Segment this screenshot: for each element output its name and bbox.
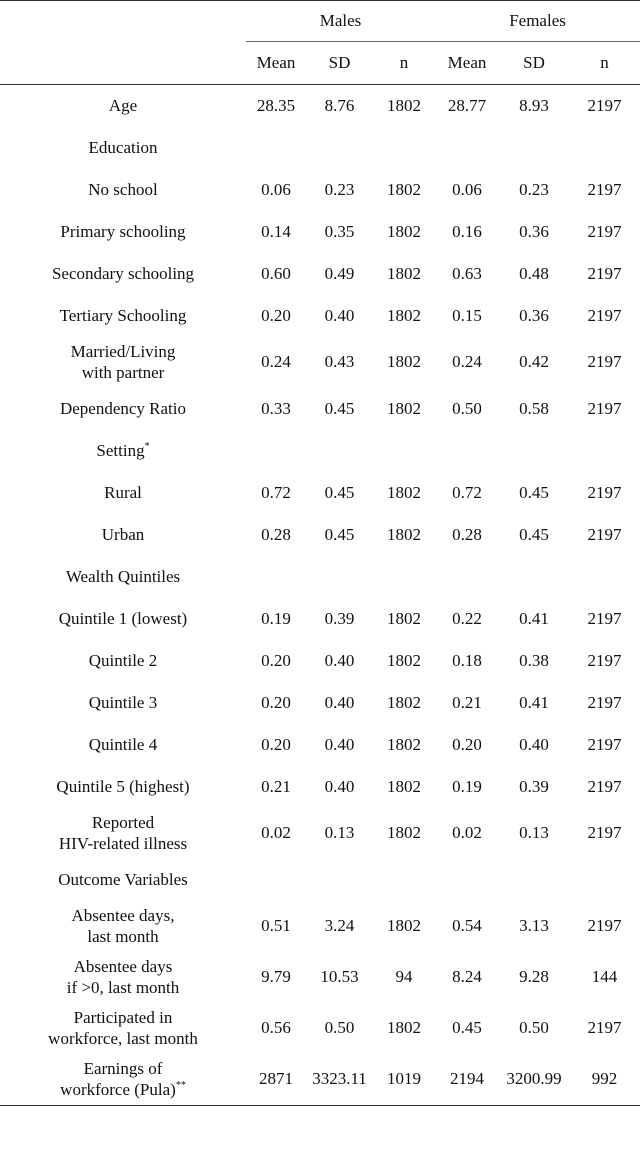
cell-female-sd: 0.23 [519,179,549,199]
cell-male-mean: 2871 [246,1054,306,1106]
cell-male-sd: 0.40 [324,734,355,754]
cell-female-sd: 0.50 [519,1018,549,1037]
cell-male-sd [306,859,373,901]
cell-female-n: 144 [591,967,618,986]
cell-male-mean: 0.20 [261,650,291,670]
cell-female-mean: 0.19 [452,776,482,796]
row-label [0,127,246,169]
table-row [0,211,640,253]
footnote-marker: * [144,441,150,452]
cell-male-sd: 0.39 [324,608,355,628]
cell-male-sd: 0.40 [324,692,355,712]
cell-female-n: 2197 [587,524,622,544]
cell-female-n: 2197 [587,734,622,754]
row-label [0,253,246,295]
cell-female-n: 2197 [587,95,622,115]
row-label [0,430,246,472]
cell-male-mean: 0.21 [261,776,291,796]
cell-male-mean: 0.51 [261,916,291,935]
cell-female-sd: 0.40 [519,734,549,754]
row-label-line: Married/Living [70,342,176,361]
table-row [0,808,640,859]
row-label-line: workforce (Pula) [60,1080,176,1100]
cell-male-sd: 3.24 [324,916,355,935]
cell-female-n: 2197 [587,398,622,418]
col-header-mean: Mean [435,42,499,85]
row-label-line: Quintile 5 (highest) [56,777,190,796]
cell-male-mean: 0.72 [261,482,291,502]
cell-female-n: 2197 [587,263,622,283]
cell-male-n: 1802 [387,608,421,628]
cell-female-sd [499,556,569,598]
row-label-line: Reported [91,813,155,832]
col-header-n: n [373,42,435,85]
row-label [0,295,246,337]
cell-male-n: 1802 [387,823,421,842]
cell-male-n: 1802 [387,1018,421,1037]
row-label [0,724,246,766]
cell-female-mean: 0.22 [452,608,482,628]
row-label [0,682,246,724]
cell-female-mean: 0.16 [452,221,482,241]
cell-male-sd [306,556,373,598]
cell-male-n [373,859,435,901]
cell-female-mean: 0.20 [452,734,482,754]
row-label-line: Rural [104,483,142,502]
row-label [0,388,246,430]
row-label-line: Tertiary Schooling [59,306,187,325]
cell-male-n: 1802 [387,398,421,418]
table-row [0,724,640,766]
row-label-line: Age [108,96,138,116]
cell-female-n: 2197 [587,823,622,842]
cell-female-mean [435,430,499,472]
cell-female-mean: 0.45 [452,1018,482,1037]
table-row [0,85,640,127]
row-label [0,472,246,514]
table-row [0,295,640,337]
cell-female-n: 2197 [587,650,622,670]
table-row [0,1054,640,1106]
cell-male-mean: 0.56 [261,1018,291,1037]
cell-male-mean: 0.20 [261,305,291,325]
group-header-males: Males [246,1,435,42]
cell-male-mean [246,127,306,169]
cell-female-sd: 3.13 [519,916,549,935]
footnote-marker: ** [175,1080,186,1092]
cell-female-mean: 0.02 [452,823,482,842]
col-header-sd: SD [306,42,373,85]
cell-male-sd: 0.13 [324,823,355,842]
cell-male-n [373,430,435,472]
table-header [0,1,640,85]
cell-female-sd: 8.93 [519,95,549,115]
cell-male-mean: 0.19 [261,608,291,628]
cell-male-n: 1802 [387,95,421,115]
cell-female-mean [435,127,499,169]
row-label-line: Wealth Quintiles [65,567,181,586]
row-label-line: Urban [101,525,145,544]
table-row [0,514,640,556]
row-label-line: Setting [96,441,145,460]
col-header-sd: SD [499,42,569,85]
cell-female-mean: 0.15 [452,305,482,325]
cell-male-n [373,127,435,169]
table-row [0,472,640,514]
table-row [0,430,640,472]
row-label [0,859,246,901]
cell-female-n: 2197 [587,305,622,325]
cell-male-mean [246,859,306,901]
row-label [0,598,246,640]
cell-male-sd [306,430,373,472]
header-blank [0,1,246,42]
cell-male-sd: 0.43 [324,352,355,371]
cell-male-n: 1802 [387,482,421,502]
cell-female-n: 2197 [587,221,622,241]
cell-female-n: 2197 [587,352,622,371]
row-label-line: if >0, last month [66,978,180,997]
row-label [0,1003,246,1054]
cell-male-mean: 0.33 [261,398,291,418]
table-row [0,1003,640,1054]
row-label [0,901,246,952]
group-header-females: Females [435,1,640,42]
cell-female-sd: 3200.99 [499,1054,569,1106]
row-label [0,766,246,808]
cell-male-n: 1802 [387,692,421,712]
cell-male-mean: 28.35 [256,95,296,115]
cell-female-mean: 0.21 [452,692,482,712]
cell-female-sd: 0.38 [519,650,549,670]
cell-male-mean: 0.14 [261,221,291,241]
cell-male-mean: 0.06 [261,179,291,199]
cell-female-sd: 0.45 [519,524,549,544]
row-label-line: Dependency Ratio [59,399,187,418]
row-label-line: Quintile 3 [88,693,158,712]
row-label-line: Quintile 2 [88,651,158,670]
cell-female-mean: 2194 [435,1054,499,1106]
cell-female-sd: 0.39 [519,776,549,796]
row-label-line: Education [88,138,158,157]
row-label-line: Outcome Variables [58,870,188,889]
cell-female-mean [435,556,499,598]
cell-female-mean: 0.72 [452,482,482,502]
table-row [0,169,640,211]
cell-female-mean: 8.24 [452,967,482,986]
cell-male-sd: 0.23 [324,179,355,199]
cell-female-mean [435,859,499,901]
row-label-line: No school [88,180,158,199]
cell-male-mean: 0.60 [261,263,291,283]
cell-female-n: 2197 [587,1018,622,1037]
cell-male-sd: 3323.11 [306,1054,373,1106]
cell-male-mean [246,430,306,472]
row-label-line: Absentee days [73,957,173,976]
col-header-n: n [569,42,640,85]
cell-male-mean: 0.28 [261,524,291,544]
row-label-line: Earnings of [83,1059,163,1079]
cell-female-mean: 0.54 [452,916,482,935]
cell-male-n: 94 [395,967,413,986]
cell-male-mean: 9.79 [261,967,291,986]
table-row [0,682,640,724]
table-row [0,640,640,682]
row-label-line: Quintile 4 [88,735,158,754]
row-label [0,640,246,682]
cell-male-sd [306,127,373,169]
cell-female-sd: 0.36 [519,305,549,325]
cell-male-n: 1802 [387,734,421,754]
row-label [0,337,246,388]
cell-male-mean: 0.20 [261,692,291,712]
row-label [0,85,246,127]
cell-female-mean: 28.77 [447,95,487,115]
cell-female-sd: 0.13 [519,823,549,842]
table-row [0,127,640,169]
cell-male-n: 1802 [387,650,421,670]
row-label-line: HIV-related illness [58,834,188,853]
cell-female-n [569,127,640,169]
cell-female-sd [499,859,569,901]
row-label [0,169,246,211]
cell-female-sd [499,127,569,169]
cell-male-n: 1802 [387,179,421,199]
cell-female-mean: 0.06 [452,179,482,199]
col-header-mean: Mean [246,42,306,85]
cell-female-n [569,430,640,472]
cell-female-mean: 0.18 [452,650,482,670]
cell-female-sd: 0.41 [519,692,549,712]
table-row [0,556,640,598]
cell-male-n [373,556,435,598]
cell-female-mean: 0.28 [452,524,482,544]
cell-female-n: 2197 [587,482,622,502]
cell-female-sd: 0.48 [519,263,549,283]
table-row [0,859,640,901]
cell-male-mean: 0.24 [261,352,291,371]
table-body [0,85,640,1106]
row-label-line: Secondary schooling [51,264,195,283]
cell-male-n: 1802 [387,263,421,283]
cell-male-sd: 10.53 [320,967,359,986]
cell-male-sd: 0.49 [324,263,355,283]
table-row [0,952,640,1003]
cell-female-n: 2197 [587,916,622,935]
cell-female-n: 2197 [587,179,622,199]
cell-female-n [569,556,640,598]
cell-female-mean: 0.63 [452,263,482,283]
cell-male-sd: 0.40 [324,776,355,796]
cell-male-sd: 0.45 [324,524,355,544]
cell-female-sd: 0.58 [519,398,549,418]
row-label [0,556,246,598]
cell-female-mean: 0.50 [452,398,482,418]
table-row [0,337,640,388]
cell-female-mean: 0.24 [452,352,482,371]
cell-male-sd: 0.45 [324,482,355,502]
cell-female-sd: 0.45 [519,482,549,502]
cell-male-sd: 0.45 [324,398,355,418]
cell-male-n: 1802 [387,524,421,544]
cell-female-n: 2197 [587,692,622,712]
cell-female-n [569,859,640,901]
cell-male-n: 1019 [373,1054,435,1106]
table-row [0,253,640,295]
row-label-line: Participated in [73,1008,173,1027]
table-row [0,598,640,640]
cell-female-sd: 9.28 [519,967,549,986]
cell-male-sd: 0.40 [324,650,355,670]
cell-male-sd: 0.50 [324,1018,355,1037]
row-label [0,952,246,1003]
cell-male-mean [246,556,306,598]
table-row [0,901,640,952]
cell-male-n: 1802 [387,776,421,796]
row-label-line: workforce, last month [48,1029,198,1048]
row-label-line: Quintile 1 (lowest) [58,609,188,628]
row-label-line: last month [87,927,159,946]
row-label [0,514,246,556]
table-row [0,388,640,430]
row-label-line: Primary schooling [60,222,186,241]
row-label [0,808,246,859]
cell-male-sd: 8.76 [324,95,355,115]
cell-female-sd: 0.36 [519,221,549,241]
cell-male-sd: 0.35 [324,221,355,241]
cell-male-n: 1802 [387,221,421,241]
cell-male-n: 1802 [387,305,421,325]
row-label-line: Absentee days, [71,906,175,925]
table-row [0,766,640,808]
cell-male-n: 1802 [387,352,421,371]
cell-male-sd: 0.40 [324,305,355,325]
cell-male-mean: 0.20 [261,734,291,754]
cell-female-n: 2197 [587,608,622,628]
cell-male-n: 1802 [387,916,421,935]
cell-female-sd [499,430,569,472]
cell-female-sd: 0.42 [519,352,549,371]
cell-female-sd: 0.41 [519,608,549,628]
cell-female-n: 2197 [587,776,622,796]
row-label [0,1054,246,1106]
cell-female-n: 992 [569,1054,640,1106]
header-blank [0,42,246,85]
row-label [0,211,246,253]
cell-male-mean: 0.02 [261,823,291,842]
row-label-line: with partner [81,363,165,382]
